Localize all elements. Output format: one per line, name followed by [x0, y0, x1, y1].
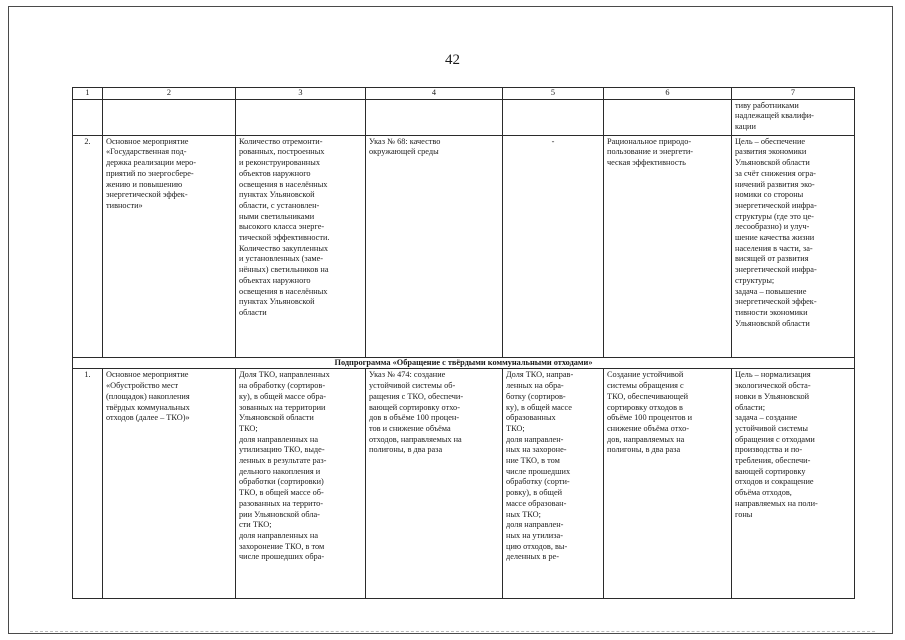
row-number-cell: 1.: [73, 369, 103, 599]
program-table: [72, 87, 855, 599]
goal-state-cell: Цель – обеспечение развития экономики Ульяновской области за счёт снижения огра- ничений развития эко- номики со стороны энергетической инфра- структуры (где это це- лесообразно) и улуч- шение качества жизни населения в части, за- висящей от развития энергетической инфра- структуры; задача – повышение энергетической эффек- тивности экономики Ульяновской области: [732, 135, 855, 357]
table-cell: [604, 99, 732, 135]
column-header: 3: [236, 88, 366, 100]
event-cell: Основное мероприятие «Обустройство мест (площадок) накопления твёрдых коммунальных отходов (далее – ТКО)»: [103, 369, 236, 599]
regional-indicator-cell: -: [503, 135, 604, 357]
national-goal-cell: Создание устойчивой системы обращения с ТКО, обеспечивающей сортировку отходов в объёме 100 процентов и снижение объёма отхо- дов, направляемых на полигоны, в два раза: [604, 369, 732, 599]
page-number: 42: [445, 52, 460, 68]
column-header: 2: [103, 88, 236, 100]
goal-state-cell: тиву работниками надлежащей квалифи- кации: [732, 99, 855, 135]
column-header: 6: [604, 88, 732, 100]
indicators-cell: Доля ТКО, направленных на обработку (сортиров- ку), в общей массе обра- зованных на территории Ульяновской области ТКО; доля направленных на утилизацию ТКО, выде- ленных в результате раз- дельного накопления и обработки (сортировки) ТКО, в общей массе об- разованных на террито- рии Ульяновской обла- сти ТКО; доля направленных на захоронение ТКО, в том числе прошедших обра-: [236, 369, 366, 599]
column-header: 1: [73, 88, 103, 100]
table-cell: [366, 99, 503, 135]
indicators-cell: Количество отремонти- рованных, построенных и реконструированных объектов наружного освещения в населённых пунктах Ульяновской области, с установлен- ными светильниками высокого класса энерге- тической эффективности. Количество закупленных и установленных (заме- нённых) светильников на объектах наружного освещения в населённых пунктах Ульяновской области: [236, 135, 366, 357]
column-header: 5: [503, 88, 604, 100]
table-row-1: [73, 369, 855, 599]
table-row-continuation: [73, 99, 855, 135]
column-header: 7: [732, 88, 855, 100]
table-header-row: [73, 88, 855, 100]
row-number-cell: 2.: [73, 135, 103, 357]
table-cell: [73, 99, 103, 135]
regional-indicator-cell: Доля ТКО, направ- ленных на обра- ботку (сортиров- ку), в общей массе образованных ТКО; доля направлен- ных на захороне- ние ТКО, в том числе прошедших обработку (сорти- ровку), в общей массе образован- ных ТКО; доля направлен- ных на утилиза- цию отходов, вы- деленных в ре-: [503, 369, 604, 599]
scan-edge-line: [30, 631, 875, 633]
national-goal-cell: Рациональное природо- пользование и энергети- ческая эффективность: [604, 135, 732, 357]
subprogram-row: [73, 357, 855, 369]
subprogram-title: Подпрограмма «Обращение с твёрдыми коммунальными отходами»: [73, 357, 855, 369]
column-header: 4: [366, 88, 503, 100]
table-cell: [503, 99, 604, 135]
table-row-2: [73, 135, 855, 357]
decree-cell: Указ № 68: качество окружающей среды: [366, 135, 503, 357]
decree-cell: Указ № 474: создание устойчивой системы об- ращения с ТКО, обеспечи- вающей сортировку отхо- дов в объёме 100 процен- тов и снижение объёма отходов, направляемых на полигоны, в два раза: [366, 369, 503, 599]
table-cell: [103, 99, 236, 135]
table-cell: [236, 99, 366, 135]
goal-state-cell: Цель – нормализация экологической обста- новки в Ульяновской области; задача – создание устойчивой системы обращения с отходами производства и по- требления, обеспечи- вающей сортировку отходов и сокращение объёма отходов, направляемых на поли- гоны: [732, 369, 855, 599]
event-cell: Основное мероприятие «Государственная под- держка реализации меро- приятий по энергосбере- жению и повышению энергетической эффек- тивности»: [103, 135, 236, 357]
